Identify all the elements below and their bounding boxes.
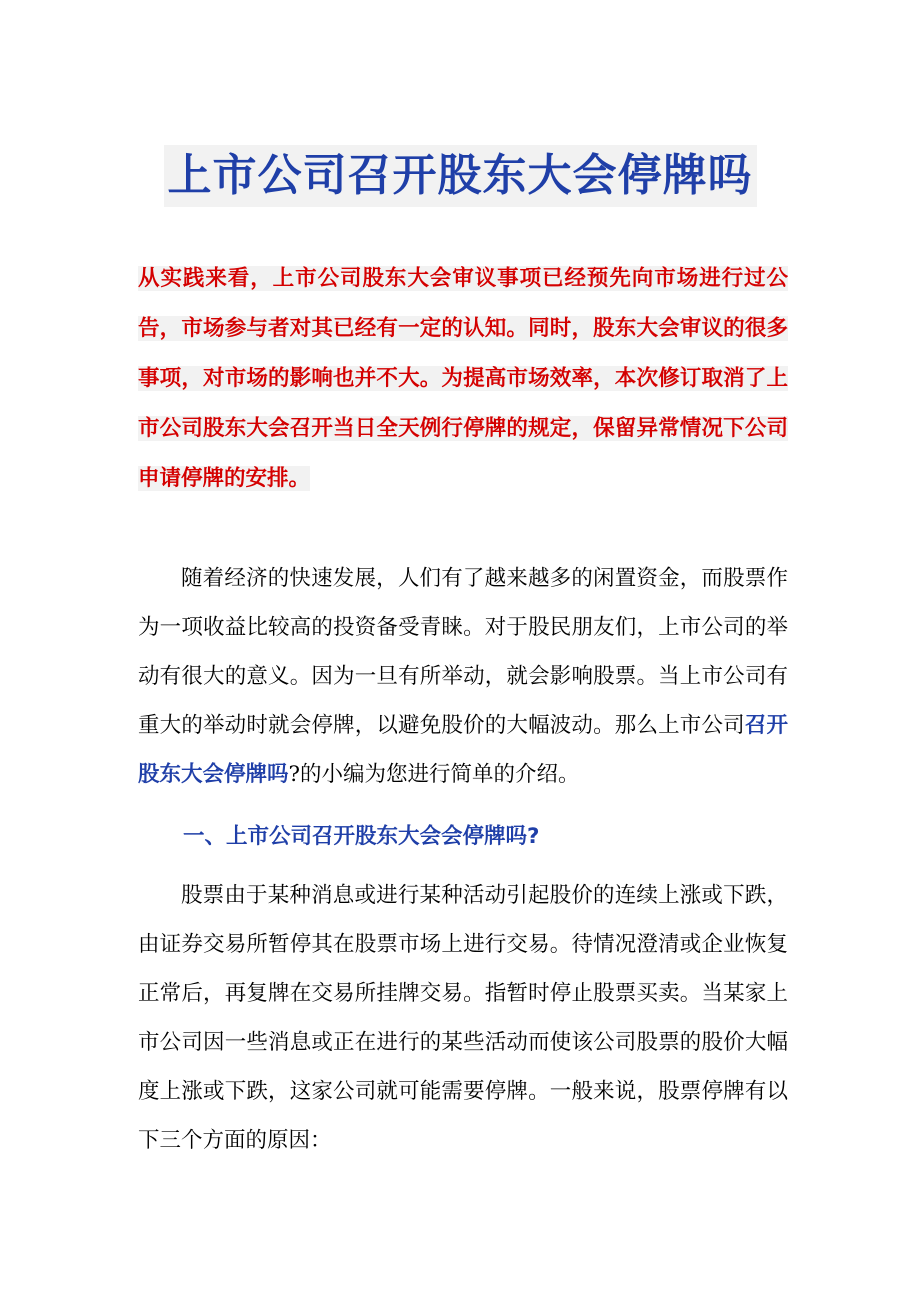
- intro-link[interactable]: 召开股东大会停牌吗: [138, 713, 788, 787]
- intro-paragraph: [138, 554, 788, 799]
- title-container: [0, 116, 920, 237]
- summary-paragraph: [138, 254, 788, 504]
- intro-text: 随着经济的快速发展，人们有了越来越多的闲置资金，而股票作为一项收益比较高的投资备受青睐。对于股民朋友们，上市公司的举动有很大的意义。因为一旦有所举动，就会影响股票。当上市公司有重大的举动时就会停牌，以避免股价的大幅波动。那么上市公司: [138, 566, 788, 738]
- summary-text: 从实践来看，上市公司股东大会审议事项已经预先向市场进行过公告，市场参与者对其已经有一定的认知。同时，股东大会审议的很多事项，对市场的影响也并不大。为提高市场效率，本次修订取消了上市公司股东大会召开当日全天例行停牌的规定，保留异常情况下公司申请停牌的安排。: [138, 266, 788, 491]
- document-title: 上市公司召开股东大会停牌吗: [164, 145, 757, 207]
- section-1-paragraph: 股票由于某种消息或进行某种活动引起股价的连续上涨或下跌，由证券交易所暂停其在股票市场上进行交易。待情况澄清或企业恢复正常后，再复牌在交易所挂牌交易。指暂时停止股票买卖。当某家上市公司因一些消息或正在进行的某些活动而使该公司股票的股价大幅度上涨或下跌，这家公司就可能需要停牌。一般来说，股票停牌有以下三个方面的原因：: [138, 883, 788, 1153]
- summary-block: [138, 254, 788, 504]
- section-1-heading: 一、上市公司召开股东大会会停牌吗?: [183, 824, 540, 849]
- intro-text-end: ?的小编为您进行简单的介绍。: [288, 762, 580, 787]
